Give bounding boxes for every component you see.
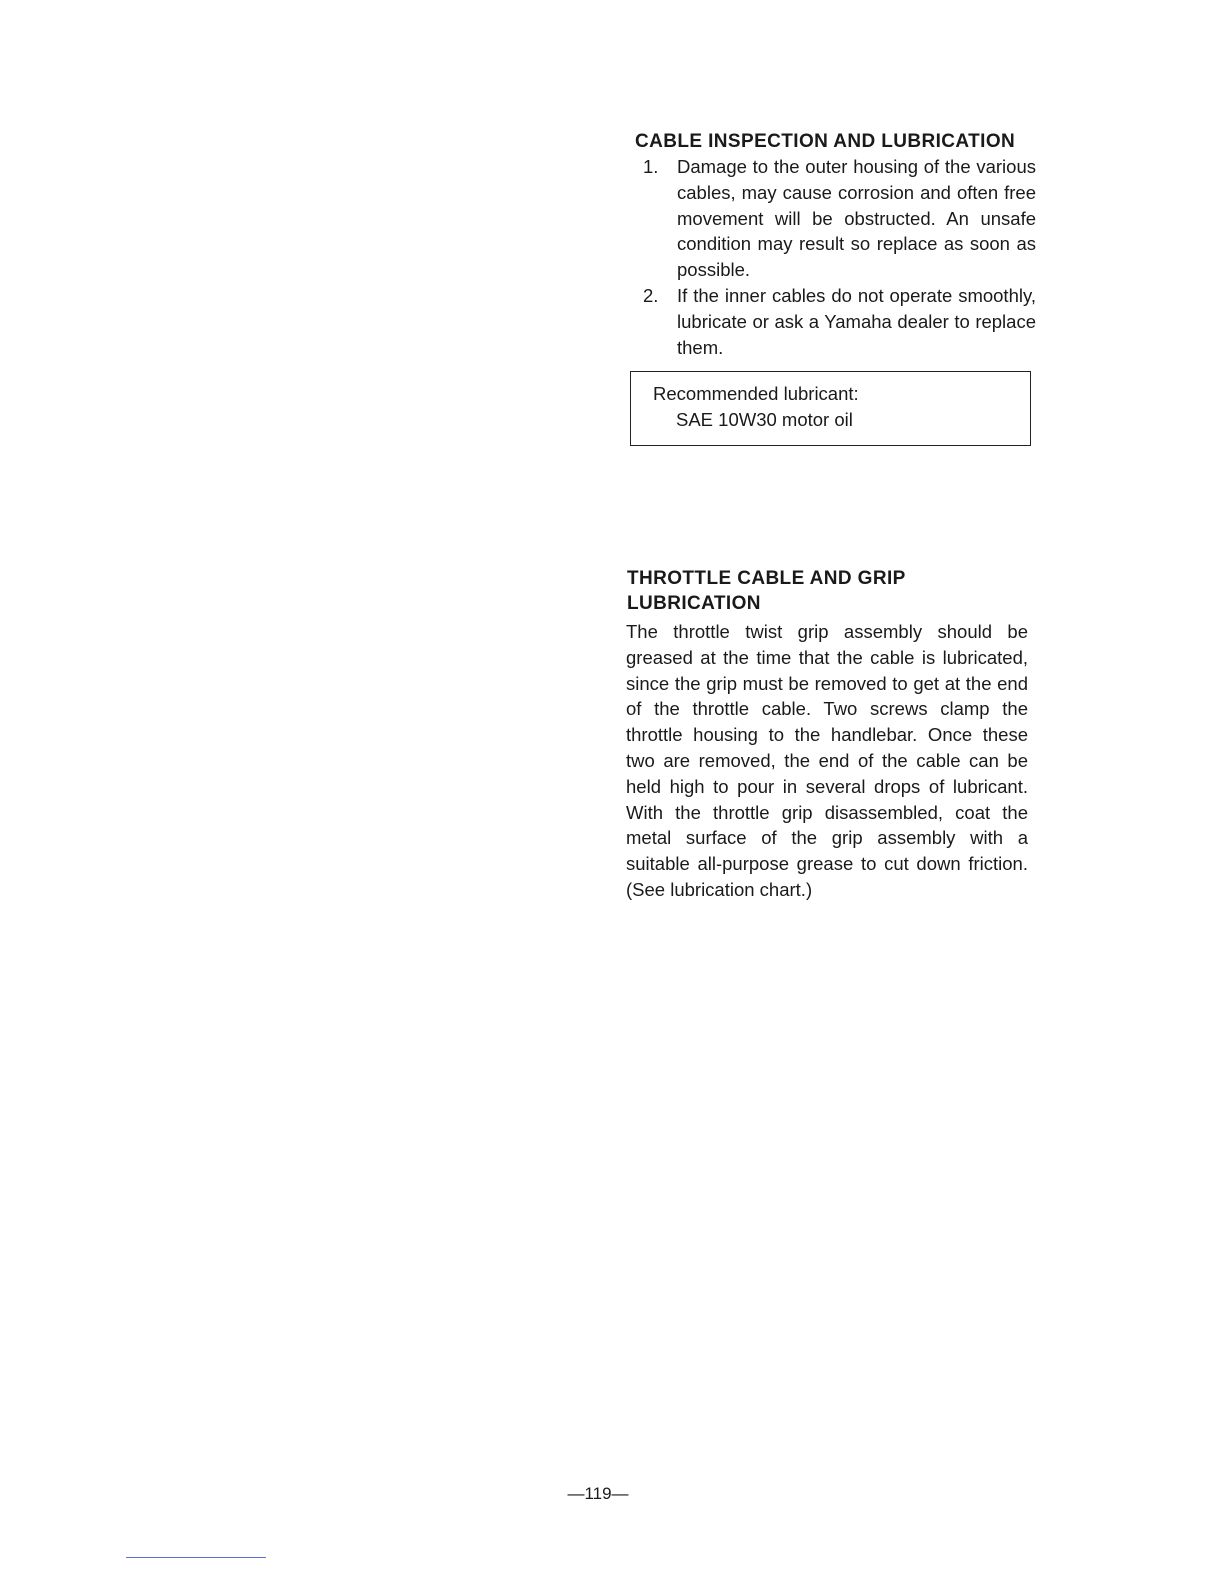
lubricant-value: SAE 10W30 motor oil <box>676 409 853 430</box>
step-text: If the inner cables do not operate smoothly, lubricate or ask a Yamaha dealer to replace them. <box>677 284 1036 358</box>
cable-steps-list <box>640 154 1036 360</box>
step-number: 2. <box>643 284 659 306</box>
step-number: 1. <box>643 156 659 177</box>
lubricant-label: Recommended lubricant: <box>653 383 859 404</box>
section-heading-cable-inspection: CABLE INSPECTION AND LUBRICATION <box>635 131 1016 152</box>
section-heading-throttle-lubrication <box>627 566 957 616</box>
step-item <box>640 283 1036 360</box>
step-item <box>640 154 1036 283</box>
recommended-lubricant-box <box>630 371 1031 446</box>
footnote-divider <box>126 1557 266 1558</box>
step-text: Damage to the outer housing of the various cables, may cause corrosion and often free movement will be obstructed. An unsafe condition may result so replace as soon as possible. <box>677 156 1036 281</box>
throttle-lubrication-paragraph: The throttle twist grip assembly should be greased at the time that the cable is lubricated, since the grip must be removed to get at the end of the throttle cable. Two screws clamp the throttle housing to the handlebar. Once these two are removed, the end of the cable can be held high to pour in several drops of lubricant. With the throttle grip disassembled, coat the metal surface of the grip assembly with a suitable all-purpose grease to cut down friction. (See lubrication chart.) <box>626 621 1028 900</box>
heading-line: LUBRICATION <box>627 593 761 614</box>
heading-line: THROTTLE CABLE AND GRIP <box>627 568 906 589</box>
page-number: —119— <box>567 1484 629 1503</box>
